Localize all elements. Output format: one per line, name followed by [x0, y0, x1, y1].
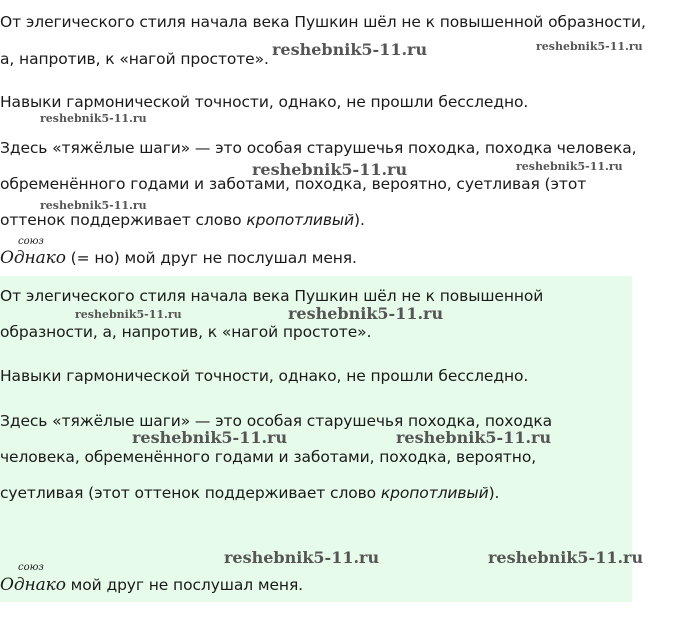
watermark: reshebnik5-11.ru — [75, 308, 182, 321]
watermark: reshebnik5-11.ru — [224, 548, 380, 567]
answer-para1-line1: От элегического стиля начала века Пушкин шёл не к повышенной — [0, 287, 544, 305]
italic-word: кропотливый — [246, 211, 355, 229]
para1-line2: а, напротив, к «нагой простоте». — [0, 50, 269, 68]
watermark: reshebnik5-11.ru — [40, 199, 147, 212]
answer-para1-line2: образности, а, напротив, к «нагой простоте». — [0, 323, 372, 341]
para2-line: Навыки гармонической точности, однако, не прошли бесследно. — [0, 93, 529, 111]
answer-conjunction-label: союз — [18, 562, 44, 573]
answer-para3-line2: человека, обременённого годами и заботами, походка, вероятно, — [0, 448, 537, 466]
para3-line2: обременённого годами и заботами, походка, вероятно, суетливая (этот — [0, 175, 587, 193]
para3-line1: Здесь «тяжёлые шаги» — это особая старушечья походка, походка человека, — [0, 139, 637, 157]
watermark: reshebnik5-11.ru — [288, 304, 444, 323]
text: (= но) мой друг не послушал меня. — [65, 249, 357, 267]
answer-para4-line — [0, 575, 303, 595]
watermark: reshebnik5-11.ru — [516, 160, 623, 173]
watermark: reshebnik5-11.ru — [40, 112, 147, 125]
watermark: reshebnik5-11.ru — [396, 428, 552, 447]
text: ). — [488, 484, 500, 502]
watermark: reshebnik5-11.ru — [488, 548, 644, 567]
conjunction-label: союз — [18, 236, 44, 247]
watermark: reshebnik5-11.ru — [536, 40, 643, 53]
watermark: reshebnik5-11.ru — [272, 40, 428, 59]
italic-word: кропотливый — [380, 484, 489, 502]
text: оттенок поддерживает слово — [0, 211, 247, 229]
answer-para2-line: Навыки гармонической точности, однако, не прошли бесследно. — [0, 367, 529, 385]
answer-para3-line1: Здесь «тяжёлые шаги» — это особая старушечья походка, походка — [0, 412, 552, 430]
text: суетливая (этот оттенок поддерживает слово — [0, 484, 381, 502]
odnako-word: Однако — [0, 575, 66, 595]
answer-para3-line3 — [0, 483, 499, 503]
odnako-word: Однако — [0, 248, 66, 268]
text: ). — [354, 211, 365, 229]
watermark: reshebnik5-11.ru — [132, 428, 288, 447]
para1-line1: От элегического стиля начала века Пушкин шёл не к повышенной образности, — [0, 13, 646, 31]
watermark: reshebnik5-11.ru — [252, 160, 408, 179]
para3-line3 — [0, 210, 365, 230]
text: мой друг не послушал меня. — [65, 576, 303, 594]
para4-line — [0, 248, 357, 268]
